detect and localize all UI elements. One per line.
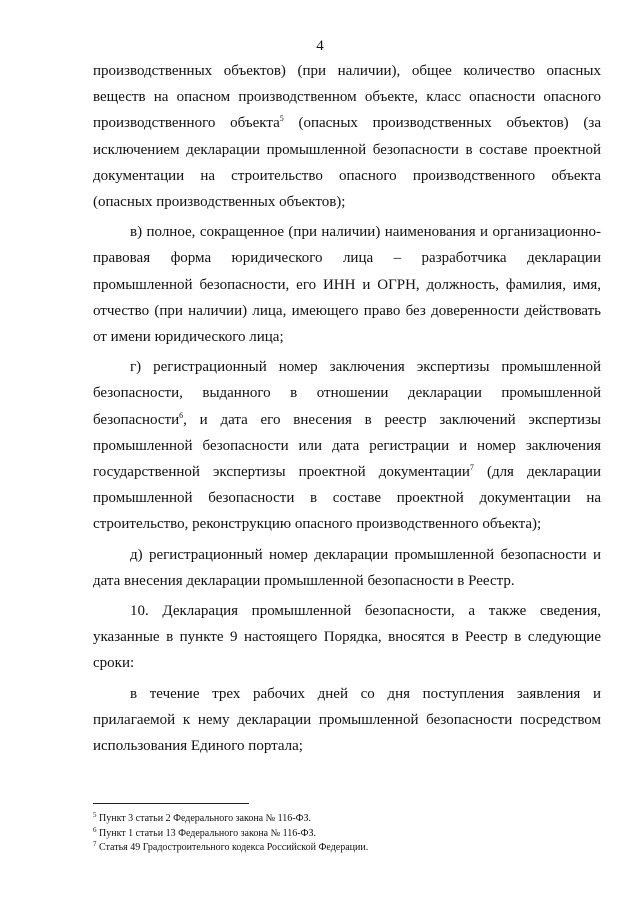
paragraph-item-v: в) полное, сокращенное (при наличии) наименования и организационно-правовая форма юридического лица – разработчика декларации промышленной безопасности, его ИНН и ОГРН, должность, фамилия, имя, отчество (при наличии) лица, имеющего право без доверенности действовать от имени юридического лица; [93, 224, 601, 346]
paragraph-deadline: в течение трех рабочих дней со дня поступления заявления и прилагаемой к нему декларации промышленной безопасности посредством использования Единого портала; [93, 685, 601, 755]
footnote-ref-7: 7 [469, 463, 474, 473]
paragraph-item-10: 10. Декларация промышленной безопасности, а также сведения, указанные в пункте 9 настоящего Порядка, вносятся в Реестр в следующие сроки: [93, 603, 601, 672]
paragraph-continuation: производственных объектов) (при наличии), общее количество опасных веществ на опасном производственном объекте, класс опасности опасного производственного объекта$^5$ (опасных производственных объектов) (за исключением декларации промышленной безопасности в составе проектной документации на строительство опасного производственного объекта (опасных производственных объектов); [93, 63, 601, 211]
footnote-separator [93, 803, 249, 804]
footnote-ref-5: 5 [279, 114, 284, 124]
footnote-5: $^5$ Пункт 3 статьи 2 Федерального закона № 116-ФЗ. [93, 811, 312, 824]
footnote-6: $^6$ Пункт 1 статьи 13 Федерального закона № 116-ФЗ. [93, 825, 317, 839]
body-text [93, 58, 601, 759]
page-number: 4 [316, 38, 324, 54]
footnote-7: $^7$ Статья 49 Градостроительного кодекса Российской Федерации. [93, 840, 369, 853]
paragraph-item-g: г) регистрационный номер заключения экспертизы промышленной безопасности, выданного в отношении декларации промышленной безопасности$^6$, и дата его внесения в реестр заключений экспертизы промышленной безопасности или дата регистрации и номер заключения государственной экспертизы проектной документации$^7$ (для декларации промышленной безопасности в составе проектной документации на строительство, реконструкцию опасного производственного объекта); [93, 359, 601, 533]
paragraph-item-d: д) регистрационный номер декларации промышленной безопасности и дата внесения декларации промышленной безопасности в Реестр. [93, 546, 601, 589]
footnotes [93, 812, 601, 856]
footnote-ref-6: 6 [179, 410, 184, 420]
